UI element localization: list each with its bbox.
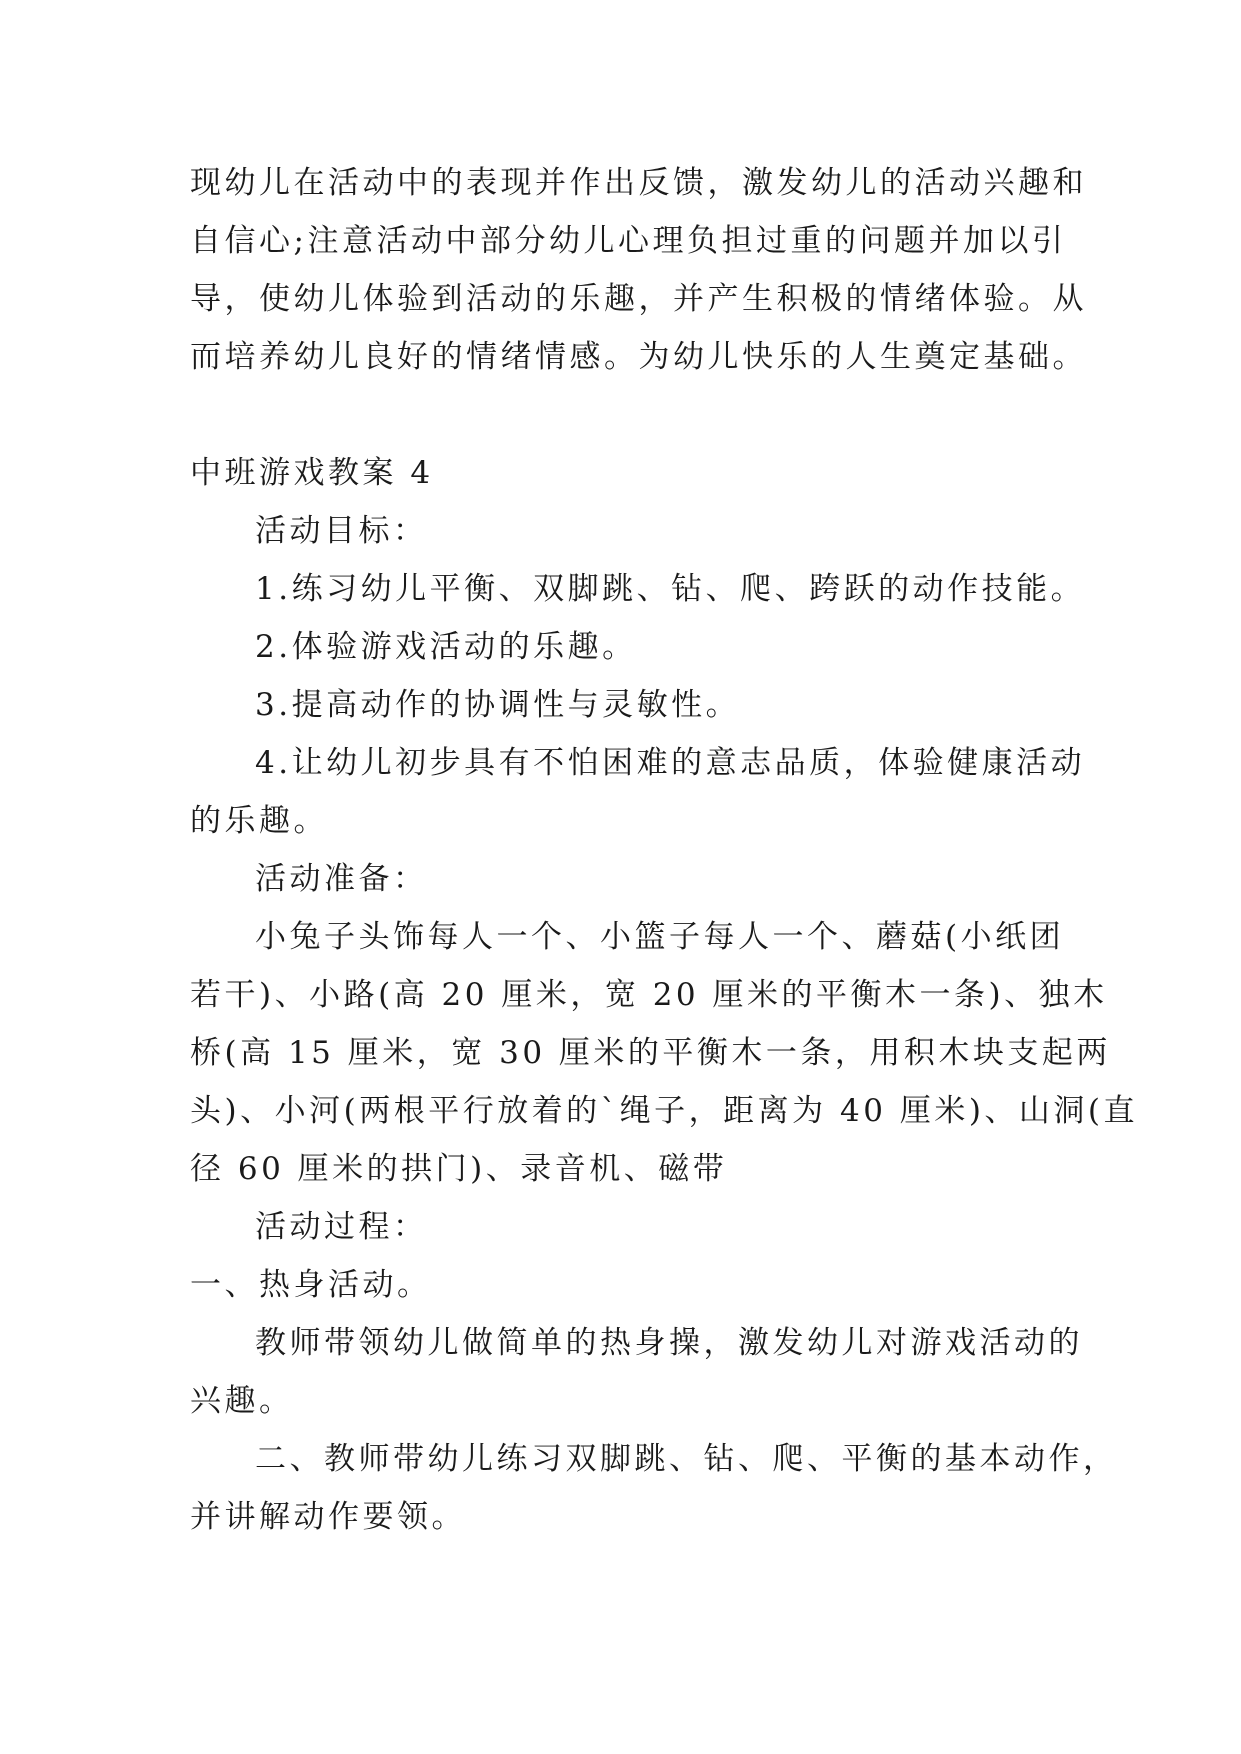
process-step-line: 兴趣。 [190, 1383, 294, 1419]
preparation-line: 小兔子头饰每人一个、小篮子每人一个、蘑菇(小纸团 [255, 919, 1065, 955]
goal-item: 4.让幼儿初步具有不怕困难的意志品质，体验健康活动 [255, 745, 1086, 781]
paragraph-line: 自信心;注意活动中部分幼儿心理负担过重的问题并加以引 [190, 223, 1067, 259]
goal-item: 1.练习幼儿平衡、双脚跳、钻、爬、跨跃的动作技能。 [255, 571, 1086, 607]
process-step-line: 二、教师带幼儿练习双脚跳、钻、爬、平衡的基本动作， [255, 1441, 1118, 1477]
preparation-line: 径 60 厘米的拱门)、录音机、磁带 [190, 1151, 728, 1187]
process-step-line: 并讲解动作要领。 [190, 1499, 466, 1535]
paragraph-line: 现幼儿在活动中的表现并作出反馈，激发幼儿的活动兴趣和 [190, 165, 1087, 201]
preparation-line: 桥(高 15 厘米，宽 30 厘米的平衡木一条，用积木块支起两 [190, 1035, 1111, 1071]
paragraph-line: 而培养幼儿良好的情绪情感。为幼儿快乐的人生奠定基础。 [190, 339, 1087, 375]
goal-item-continuation: 的乐趣。 [190, 803, 328, 839]
goal-item: 3.提高动作的协调性与灵敏性。 [255, 687, 741, 723]
process-step-line: 教师带领幼儿做简单的热身操，激发幼儿对游戏活动的 [255, 1325, 1083, 1361]
goal-item: 2.体验游戏活动的乐趣。 [255, 629, 637, 665]
preparation-line: 若干)、小路(高 20 厘米，宽 20 厘米的平衡木一条)、独木 [190, 977, 1108, 1013]
paragraph-line: 导，使幼儿体验到活动的乐趣，并产生积极的情绪体验。从 [190, 281, 1087, 317]
preparation-line: 头)、小河(两根平行放着的`绳子，距离为 40 厘米)、山洞(直 [190, 1093, 1139, 1129]
process-heading: 活动过程： [255, 1209, 428, 1245]
section-title: 中班游戏教案 4 [190, 455, 434, 491]
process-step-title: 一、热身活动。 [190, 1267, 432, 1303]
preparation-heading: 活动准备： [255, 861, 428, 897]
goals-heading: 活动目标： [255, 513, 428, 549]
